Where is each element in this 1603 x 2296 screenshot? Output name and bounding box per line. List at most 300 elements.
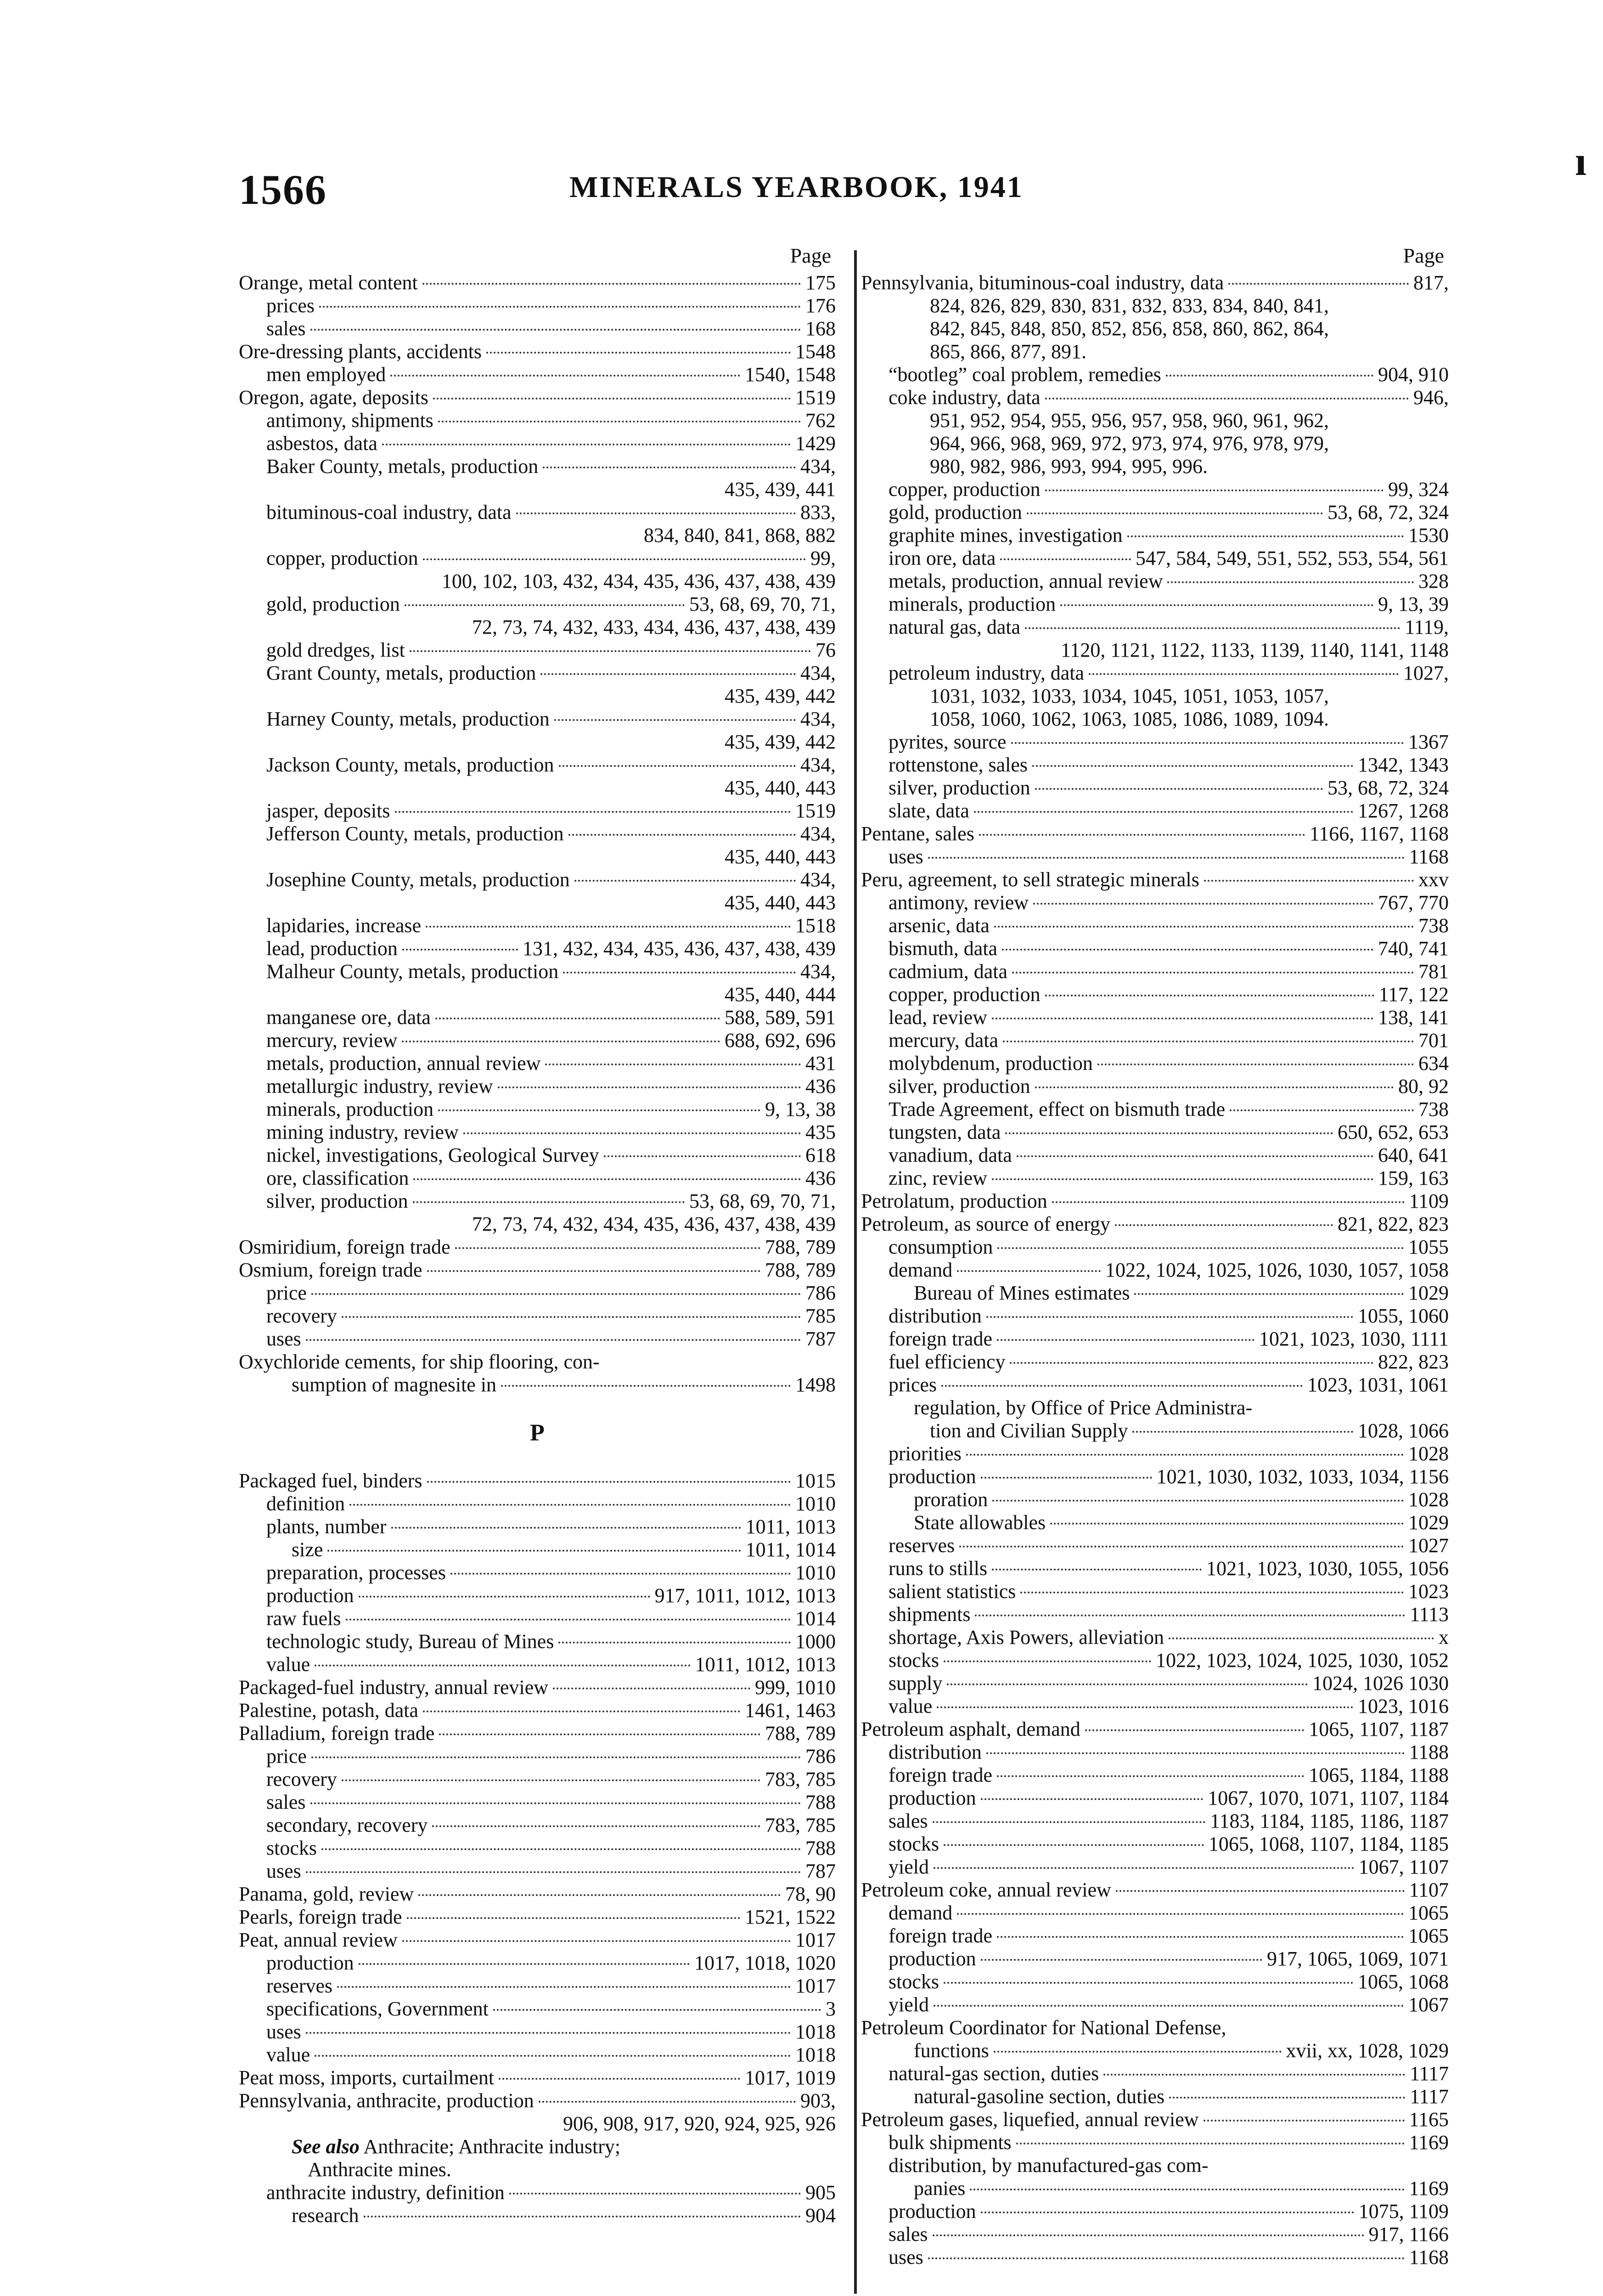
index-entry <box>239 1075 836 1098</box>
dot-leader <box>450 1573 791 1575</box>
page-refs: 1530 <box>1408 524 1449 546</box>
index-term: consumption <box>889 1236 993 1258</box>
index-term: copper, production <box>889 478 1041 501</box>
page-refs: 1011, 1013 <box>745 1515 836 1538</box>
page-refs: 1024, 1026 1030 <box>1312 1672 1449 1694</box>
dot-leader <box>438 1109 760 1111</box>
page-refs: 547, 584, 549, 551, 552, 553, 554, 561 <box>1136 547 1449 569</box>
index-entry <box>861 662 1449 685</box>
index-term: uses <box>266 1860 301 1882</box>
dot-leader <box>1097 1064 1414 1065</box>
page-refs: 767, 770 <box>1378 891 1449 914</box>
index-term: minerals, production <box>266 1098 434 1120</box>
dot-leader <box>944 1660 1151 1662</box>
dot-leader <box>994 926 1414 928</box>
page-refs: 738 <box>1418 1098 1449 1120</box>
index-term: recovery <box>266 1768 337 1790</box>
see-also-line-2: Anthracite mines. <box>308 2158 451 2181</box>
page-refs: 1075, 1109 <box>1358 2200 1449 2223</box>
index-term: graphite mines, investigation <box>889 524 1123 546</box>
index-entry <box>861 1236 1449 1259</box>
index-term: proration <box>914 1488 988 1511</box>
index-entry <box>239 1929 836 1952</box>
index-entry <box>861 1075 1449 1098</box>
dot-leader <box>1103 2074 1405 2076</box>
index-entry <box>239 1768 836 1791</box>
index-entry <box>861 891 1449 914</box>
dot-leader <box>1089 673 1399 675</box>
page-refs: 1548 <box>795 340 836 363</box>
page-refs: 1023, 1016 <box>1358 1695 1449 1717</box>
index-term: Petrolatum, production <box>861 1190 1047 1212</box>
dot-leader <box>359 1963 690 1965</box>
page-refs: 999, 1010 <box>755 1676 836 1699</box>
index-entry <box>239 1538 836 1561</box>
index-entry <box>239 1190 836 1213</box>
dot-leader <box>413 1178 801 1180</box>
dot-leader <box>975 1615 1405 1616</box>
index-entry <box>239 2020 836 2043</box>
dot-leader <box>1027 512 1323 514</box>
page-refs: 917, 1011, 1012, 1013 <box>654 1584 836 1607</box>
index-term: “bootleg” coal problem, remedies <box>889 363 1161 386</box>
page-refs: 783, 785 <box>765 1768 836 1790</box>
dot-leader <box>1045 490 1384 491</box>
index-entry <box>861 386 1449 409</box>
index-entry <box>239 1791 836 1814</box>
index-entry <box>239 1515 836 1538</box>
page-refs: 1021, 1023, 1030, 1111 <box>1259 1328 1449 1350</box>
index-entry <box>861 1603 1449 1626</box>
page-refs: 53, 68, 69, 70, 71, <box>689 593 836 615</box>
index-term: metallurgic industry, review <box>266 1075 493 1097</box>
dot-leader <box>1045 995 1374 996</box>
dot-leader <box>545 1064 801 1065</box>
dot-leader <box>1167 581 1414 583</box>
dot-leader <box>543 467 796 468</box>
dot-leader <box>992 1178 1373 1180</box>
index-term: supply <box>889 1672 943 1694</box>
index-term: Grant County, metals, production <box>266 662 536 684</box>
page-refs: 431 <box>805 1052 836 1075</box>
page-refs: 822, 823 <box>1378 1351 1449 1373</box>
index-entry <box>861 960 1449 983</box>
page-refs: 946, <box>1413 386 1449 409</box>
index-entry <box>861 1833 1449 1856</box>
dot-leader <box>395 811 791 813</box>
index-entry <box>861 1419 1449 1442</box>
page-refs: 1342, 1343 <box>1358 754 1449 776</box>
page-refs: 588, 589, 591 <box>725 1006 836 1029</box>
index-entry <box>861 1534 1449 1557</box>
index-term: prices <box>889 1373 937 1396</box>
index-term: silver, production <box>889 1075 1030 1097</box>
index-entry <box>861 754 1449 777</box>
dot-leader <box>933 1821 1206 1823</box>
index-entry <box>239 1052 836 1075</box>
index-entry <box>239 937 836 960</box>
dot-leader <box>540 673 796 675</box>
index-term: technologic study, Bureau of Mines <box>266 1630 554 1653</box>
index-entry <box>861 1190 1449 1213</box>
page-refs: 1065, 1184, 1188 <box>1309 1764 1449 1786</box>
page-refs: 1168 <box>1409 845 1449 868</box>
index-term: gold, production <box>266 593 400 615</box>
index-entry <box>239 822 836 845</box>
page-refs: 783, 785 <box>765 1814 836 1836</box>
index-entry <box>239 1561 836 1584</box>
dot-leader <box>1005 1132 1333 1134</box>
dot-leader <box>1025 627 1400 629</box>
page-refs: 1017 <box>795 1975 836 1997</box>
dot-leader <box>1169 1638 1434 1639</box>
index-term: gold, production <box>889 501 1022 523</box>
page-refs: 618 <box>805 1144 836 1166</box>
left-column <box>239 243 836 2227</box>
dot-leader <box>426 926 791 928</box>
page-refs-continued: 435, 439, 441 <box>725 478 836 501</box>
dot-leader <box>493 2009 821 2011</box>
index-term: value <box>266 1653 310 1676</box>
dot-leader <box>1035 1086 1394 1088</box>
page-refs: 175 <box>805 271 836 294</box>
dot-leader <box>438 421 801 422</box>
page-refs-continued: 824, 826, 829, 830, 831, 832, 833, 834, 840, 841, <box>930 294 1329 317</box>
dot-leader <box>1020 1592 1404 1593</box>
dot-leader <box>966 1454 1404 1456</box>
index-entry <box>239 1998 836 2020</box>
index-entry <box>239 1653 836 1676</box>
page-refs: 53, 68, 69, 70, 71, <box>689 1190 836 1212</box>
dot-leader <box>1017 1155 1373 1157</box>
index-entry <box>239 1259 836 1282</box>
index-entry <box>861 868 1449 891</box>
index-entry <box>861 2062 1449 2085</box>
dot-leader <box>1060 604 1373 606</box>
dot-leader <box>427 1270 760 1272</box>
page-header <box>0 165 1603 220</box>
dot-leader <box>1033 903 1373 905</box>
index-entry <box>861 799 1449 822</box>
index-term: asbestos, data <box>266 432 377 455</box>
index-term: shortage, Axis Powers, alleviation <box>889 1626 1164 1649</box>
index-term: shipments <box>889 1603 971 1626</box>
index-term: production <box>889 1465 976 1488</box>
page-refs-continued: 951, 952, 954, 955, 956, 957, 958, 960, 961, 962, <box>930 409 1329 432</box>
see-also-line <box>239 2135 836 2158</box>
dot-leader <box>928 857 1405 859</box>
index-entry <box>239 271 836 294</box>
page-refs: 1015 <box>795 1469 836 1492</box>
dot-leader <box>997 1339 1254 1341</box>
dot-leader <box>997 1775 1304 1777</box>
page-refs: 1067 <box>1408 1993 1449 2016</box>
page-refs: 1498 <box>795 1373 836 1396</box>
index-entry <box>861 845 1449 868</box>
dot-leader <box>1003 1041 1414 1042</box>
page-refs-continued: 72, 73, 74, 432, 434, 435, 436, 437, 438, 439 <box>472 1213 836 1235</box>
page-refs: 434, <box>800 708 836 730</box>
dot-leader <box>1050 1523 1404 1525</box>
index-entry <box>239 1860 836 1883</box>
index-term: foreign trade <box>889 1328 992 1350</box>
page-refs: 1540, 1548 <box>745 363 836 386</box>
index-entry <box>239 1722 836 1745</box>
index-entry <box>861 1810 1449 1833</box>
index-term: stocks <box>266 1837 317 1859</box>
index-term: uses <box>889 2246 923 2268</box>
index-term: price <box>266 1745 307 1767</box>
dot-leader <box>944 1844 1204 1846</box>
page-refs: 1018 <box>795 2020 836 2043</box>
dot-leader <box>337 1986 791 1988</box>
index-entry <box>239 1469 836 1492</box>
page-refs: 9, 13, 39 <box>1378 593 1449 615</box>
index-entry <box>861 2085 1449 2108</box>
dot-leader <box>934 1867 1354 1869</box>
page-refs: 781 <box>1418 960 1449 983</box>
index-entry <box>861 501 1449 524</box>
index-entry <box>861 1488 1449 1511</box>
page-refs: 788, 789 <box>765 1236 836 1258</box>
index-entry <box>239 1098 836 1121</box>
index-term: tion and Civilian Supply <box>930 1419 1128 1442</box>
index-term: Josephine County, metals, production <box>266 868 570 891</box>
index-term: value <box>889 1695 933 1717</box>
index-term: Malheur County, metals, production <box>266 960 559 983</box>
page-refs: 1028 <box>1408 1488 1449 1511</box>
index-term: iron ore, data <box>889 547 996 569</box>
index-term: manganese ore, data <box>266 1006 431 1029</box>
dot-leader <box>315 2055 791 2057</box>
index-term: natural-gas section, duties <box>889 2062 1099 2085</box>
page-refs: 634 <box>1418 1052 1449 1075</box>
dot-leader <box>554 719 796 721</box>
dot-leader <box>310 1802 801 1804</box>
dot-leader <box>986 1752 1405 1754</box>
dot-leader <box>509 2193 801 2195</box>
index-term: pyrites, source <box>889 731 1007 753</box>
page-refs: 1022, 1024, 1025, 1026, 1030, 1057, 1058 <box>1105 1259 1449 1281</box>
index-entry <box>861 2039 1449 2062</box>
index-entry <box>239 1144 836 1167</box>
page-refs: 138, 141 <box>1378 1006 1449 1029</box>
index-term-wrapped: distribution, by manufactured-gas com- <box>889 2154 1209 2177</box>
index-term: stocks <box>889 1970 939 1993</box>
index-term: Peru, agreement, to sell strategic minerals <box>861 868 1199 891</box>
dot-leader <box>928 2257 1405 2259</box>
index-entry <box>861 570 1449 593</box>
dot-leader <box>463 1132 801 1134</box>
index-entry <box>861 1465 1449 1488</box>
dot-leader <box>311 1756 801 1758</box>
index-term: yield <box>889 1993 929 2016</box>
page-column-label: Page <box>790 244 831 267</box>
index-term: molybdenum, production <box>889 1052 1093 1075</box>
index-entry <box>861 593 1449 616</box>
dot-leader <box>992 1018 1373 1019</box>
page-refs: 1188 <box>1409 1741 1449 1763</box>
page-refs: 1017, 1019 <box>745 2066 836 2089</box>
dot-leader <box>994 2051 1282 2053</box>
dot-leader <box>342 1779 760 1781</box>
index-term: Petroleum gases, liquefied, annual review <box>861 2108 1199 2131</box>
index-entry <box>861 1557 1449 1580</box>
page-refs: 1055 <box>1408 1236 1449 1258</box>
page-refs: 1065, 1107, 1187 <box>1309 1718 1449 1740</box>
page-refs: 1065 <box>1408 1925 1449 1947</box>
page-refs: 1027, <box>1403 662 1449 684</box>
page-refs: 1166, 1167, 1168 <box>1309 822 1449 845</box>
dot-leader <box>1012 972 1414 974</box>
index-entry <box>239 1373 836 1396</box>
index-term: Petroleum coke, annual review <box>861 1879 1111 1901</box>
dot-leader <box>455 1247 760 1249</box>
index-term: secondary, recovery <box>266 1814 428 1836</box>
index-entry <box>861 1856 1449 1879</box>
index-entry <box>861 1442 1449 1465</box>
index-term: price <box>266 1282 307 1304</box>
dot-leader <box>944 1982 1353 1984</box>
index-entry <box>861 1144 1449 1167</box>
index-entry <box>239 1676 836 1699</box>
index-entry <box>239 340 836 363</box>
page-refs: 117, 122 <box>1378 983 1449 1006</box>
page-refs: 168 <box>805 317 836 340</box>
index-entry <box>239 1305 836 1328</box>
index-term: mercury, review <box>266 1029 398 1052</box>
dot-leader <box>498 1086 801 1088</box>
dot-leader <box>315 1665 690 1666</box>
page-refs-continued: 834, 840, 841, 868, 882 <box>644 524 836 546</box>
index-entry <box>239 2089 836 2112</box>
index-term: stocks <box>889 1833 939 1855</box>
right-column <box>861 243 1449 2269</box>
page-refs: 1109 <box>1409 1190 1449 1212</box>
dot-leader <box>1052 1201 1405 1203</box>
page-refs: 1519 <box>795 799 836 822</box>
dot-leader <box>1115 1224 1333 1226</box>
index-entry <box>861 937 1449 960</box>
index-term: Pentane, sales <box>861 822 974 845</box>
page-refs: 1010 <box>795 1561 836 1584</box>
index-entry <box>239 455 836 478</box>
index-term: prices <box>266 294 315 317</box>
page-refs: 701 <box>1418 1029 1449 1052</box>
dot-leader <box>979 834 1305 836</box>
index-entry <box>239 1975 836 1998</box>
index-entry <box>239 409 836 432</box>
index-entry <box>861 271 1449 294</box>
index-term: ore, classification <box>266 1167 409 1189</box>
dot-leader <box>390 375 740 377</box>
see-also-label: See also <box>292 2135 360 2158</box>
index-term: natural-gasoline section, duties <box>914 2085 1165 2108</box>
page-refs: 740, 741 <box>1378 937 1449 960</box>
dot-leader <box>306 2032 791 2034</box>
index-term: Osmiridium, foreign trade <box>239 1236 450 1258</box>
index-term: Trade Agreement, effect on bismuth trade <box>889 1098 1226 1120</box>
index-entry <box>861 983 1449 1006</box>
index-entry <box>239 1837 836 1860</box>
index-term: uses <box>266 1328 301 1350</box>
index-entry <box>861 1902 1449 1925</box>
index-entry <box>861 1947 1449 1970</box>
dot-leader <box>947 1683 1308 1685</box>
page-refs: 159, 163 <box>1378 1167 1449 1189</box>
page-refs: 434, <box>800 960 836 983</box>
page-refs-continued: 435, 439, 442 <box>725 685 836 707</box>
running-title: MINERALS YEARBOOK, 1941 <box>569 170 1024 204</box>
dot-leader <box>558 1642 791 1643</box>
index-entry <box>861 1259 1449 1282</box>
index-entry <box>239 1630 836 1653</box>
page-refs: 1021, 1030, 1032, 1033, 1034, 1156 <box>1156 1465 1449 1488</box>
index-term: gold dredges, list <box>266 639 405 661</box>
index-term: production <box>889 2200 976 2223</box>
index-term: priorities <box>889 1442 962 1465</box>
index-term: uses <box>266 2020 301 2043</box>
page-refs: 9, 13, 38 <box>765 1098 836 1120</box>
page-refs: 1519 <box>795 386 836 409</box>
index-entry <box>861 478 1449 501</box>
dot-leader <box>382 444 791 445</box>
dot-leader <box>1204 2120 1405 2122</box>
index-term: coke industry, data <box>889 386 1041 409</box>
page-refs: 1028 <box>1408 1442 1449 1465</box>
index-entry <box>861 2177 1449 2200</box>
column-divider <box>854 250 857 2294</box>
index-term: definition <box>266 1492 345 1515</box>
index-entry <box>239 1236 836 1259</box>
page-refs: 1169 <box>1409 2131 1449 2154</box>
page-refs: 1022, 1023, 1024, 1025, 1030, 1052 <box>1156 1649 1449 1671</box>
index-entry <box>861 1879 1449 1902</box>
page-refs: 1065, 1068 <box>1358 1970 1449 1993</box>
index-term: mining industry, review <box>266 1121 459 1143</box>
index-entry <box>861 1373 1449 1396</box>
page-refs: 99, 324 <box>1388 478 1449 501</box>
page-refs: 1165 <box>1409 2108 1449 2131</box>
index-term: cadmium, data <box>889 960 1008 983</box>
page-refs: x <box>1439 1626 1449 1649</box>
dot-leader <box>311 1293 801 1295</box>
dot-leader <box>418 1894 781 1896</box>
page-refs: 1010 <box>795 1492 836 1515</box>
page-refs: 1267, 1268 <box>1358 799 1449 822</box>
index-entry <box>239 639 836 662</box>
dot-leader <box>310 329 801 331</box>
index-entry <box>239 662 836 685</box>
index-term: salient statistics <box>889 1580 1016 1603</box>
index-term: lead, production <box>266 937 398 960</box>
page-refs: 1107 <box>1409 1879 1449 1901</box>
page-refs: 1119, <box>1405 616 1449 638</box>
dot-leader <box>553 1688 750 1689</box>
page-refs: 787 <box>805 1860 836 1882</box>
page-refs-continued: 980, 982, 986, 993, 994, 995, 996. <box>930 455 1208 478</box>
dot-leader <box>539 2101 796 2103</box>
index-entry <box>861 1351 1449 1373</box>
page-refs: 640, 641 <box>1378 1144 1449 1166</box>
page-refs: 434, <box>800 868 836 891</box>
index-term: copper, production <box>266 547 418 569</box>
index-entry <box>861 1167 1449 1190</box>
page-refs: 1000 <box>795 1630 836 1653</box>
dot-leader <box>516 512 796 514</box>
dot-leader <box>1228 283 1409 285</box>
dot-leader <box>364 2216 801 2217</box>
